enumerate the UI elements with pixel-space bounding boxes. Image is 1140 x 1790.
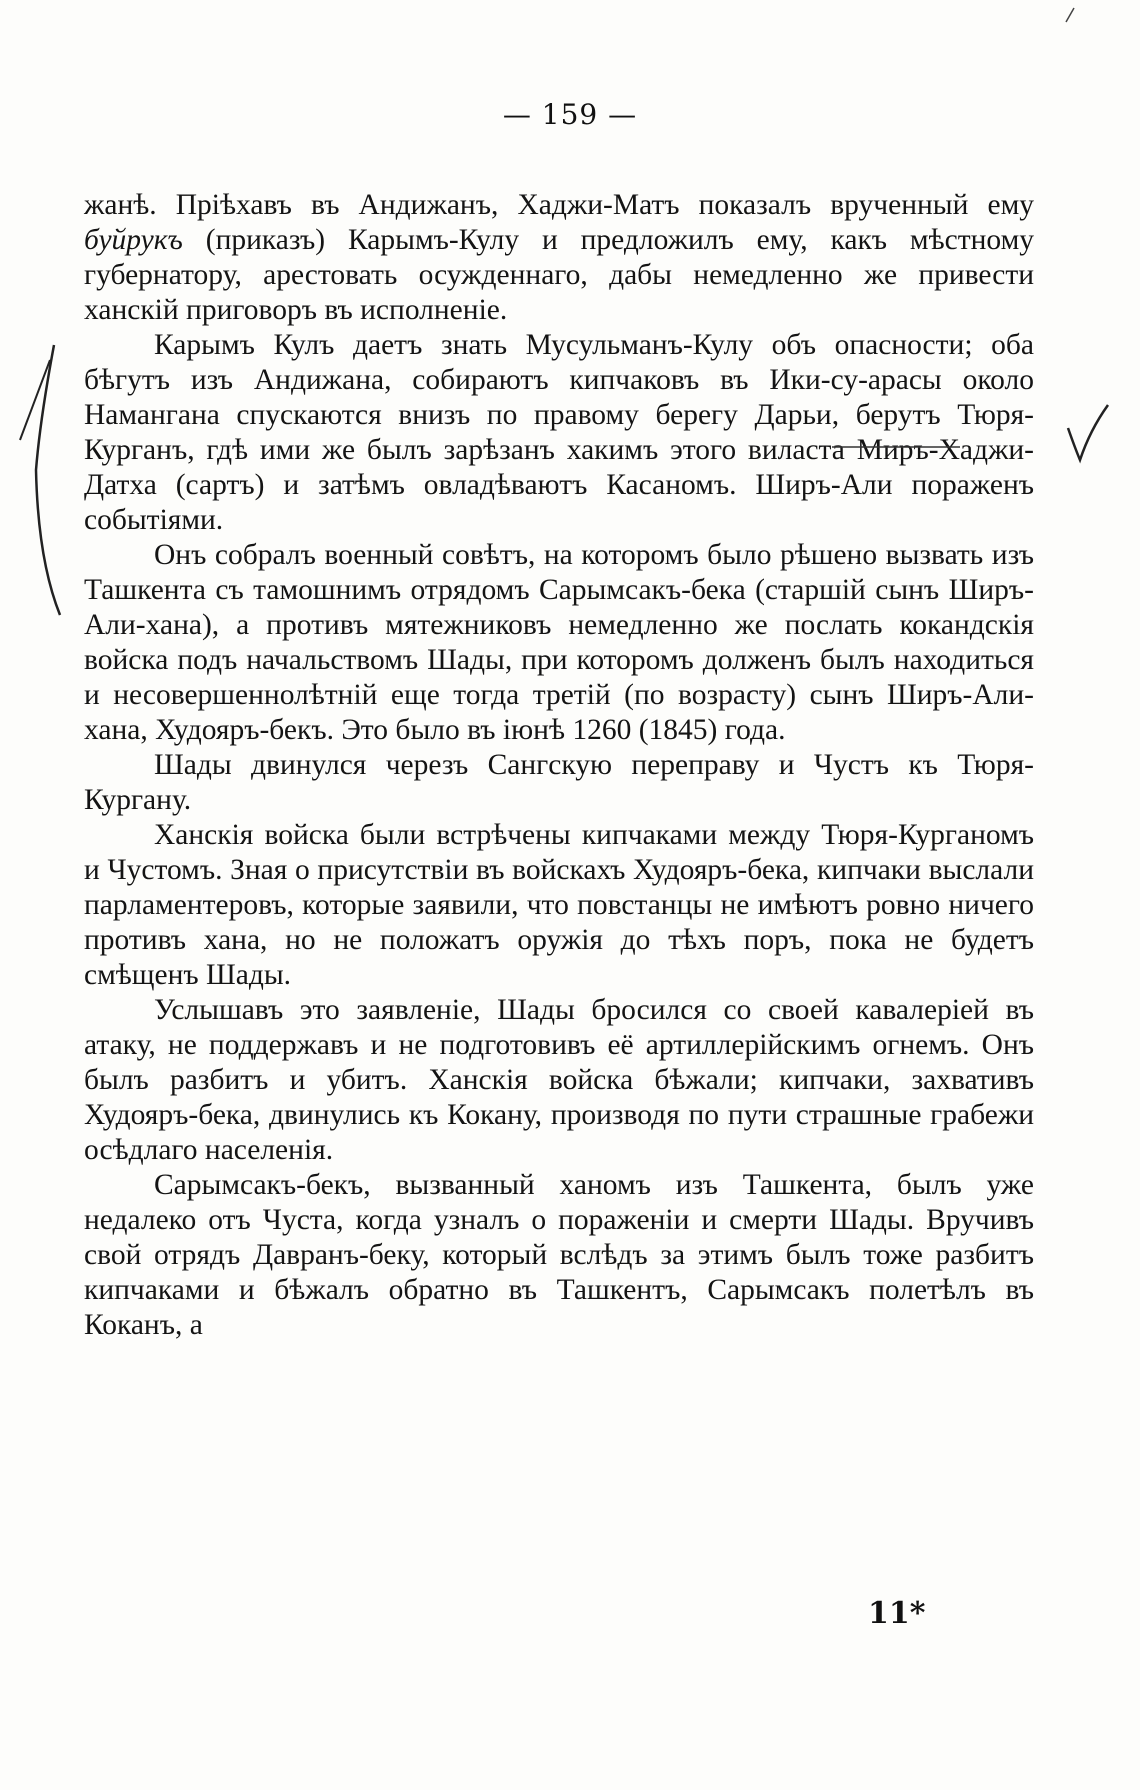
margin-stroke-mark [20,360,50,440]
page-number: — 159 — [502,98,638,131]
margin-bracket-mark [36,345,60,615]
check-mark [1068,405,1108,460]
paragraph [84,188,1034,328]
paragraph-text: Онъ собралъ военный совѣтъ, на которомъ было рѣшено вызвать изъ Ташкента съ тамошнимъ отрядомъ Сарымсакъ-бека (старшій сынъ Ширъ-Али-хана), а противъ мятежниковъ немедленно же послать кокандскія войска подъ начальствомъ Шады, при которомъ долженъ былъ находиться и несовершеннолѣтній еще тогда третій (по возрасту) сынъ Ширъ-Али-хана, Худояръ-бекъ. Это было въ іюнѣ 1260 (1845) года. [84,539,1034,746]
paragraph [84,1168,1034,1343]
paragraph-text: жанѣ. Пріѣхавъ въ Андижанъ, Хаджи-Матъ показалъ врученный ему [84,189,1034,221]
signature-mark: 11* [868,1596,926,1631]
body-text [84,188,1034,1343]
paragraph [84,748,1034,818]
paragraph-text: (приказъ) Карымъ-Кулу и предложилъ ему, какъ мѣстному губернатору, арестовать осужденнаго, дабы немедленно же привести ханскій приговоръ въ исполненіе. [84,224,1034,326]
paragraph-text: Шады двинулся черезъ Сангскую переправу и Чустъ къ Тюря-Кургану. [84,749,1034,816]
paragraph [84,993,1034,1168]
paragraph-text: Сарымсакъ-бекъ, вызванный ханомъ изъ Ташкента, былъ уже недалеко отъ Чуста, когда узналъ о пораженіи и смерти Шады. Вручивъ свой отрядъ Давранъ-беку, который вслѣдъ за этимъ былъ тоже разбитъ кипчаками и бѣжалъ обратно въ Ташкентъ, Сарымсакъ полетѣлъ въ Коканъ, а [84,1169,1034,1341]
paragraph-text: Услышавъ это заявленіе, Шады бросился со своей кавалеріей въ атаку, не поддержавъ и не подготовивъ её артиллерійскимъ огнемъ. Онъ былъ разбитъ и убитъ. Ханскія войска бѣжали; кипчаки, захвативъ Худояръ-бека, двинулись къ Кокану, производя по пути страшные грабежи осѣдлаго населенія. [84,994,1034,1166]
paragraph-text: Ханскія войска были встрѣчены кипчаками между Тюря-Курганомъ и Чустомъ. Зная о присутствіи въ войскахъ Худояръ-бека, кипчаки выслали парламентеровъ, которые заявили, что повстанцы не имѣютъ ровно ничего противъ хана, но не положатъ оружія до тѣхъ поръ, пока не будетъ смѣщенъ Шады. [84,819,1034,991]
paragraph [84,328,1034,538]
italic-term: буйрукъ [84,224,183,256]
paragraph-text: Карымъ Кулъ даетъ знать Мусульманъ-Кулу объ опасности; оба бѣгутъ изъ Андижана, собираютъ кипчаковъ въ Ики-су-арасы около Намангана спускаются внизъ по правому берегу Дарьи, берутъ Тюря-Курганъ, гдѣ ими же былъ зарѣзанъ хакимъ этого виласта Миръ-Хаджи-Датха (сартъ) и затѣмъ овладѣваютъ Касаномъ. Ширъ-Али пораженъ событіями. [84,329,1034,536]
paragraph [84,818,1034,993]
corner-tick-mark [1066,8,1074,22]
paragraph [84,538,1034,748]
